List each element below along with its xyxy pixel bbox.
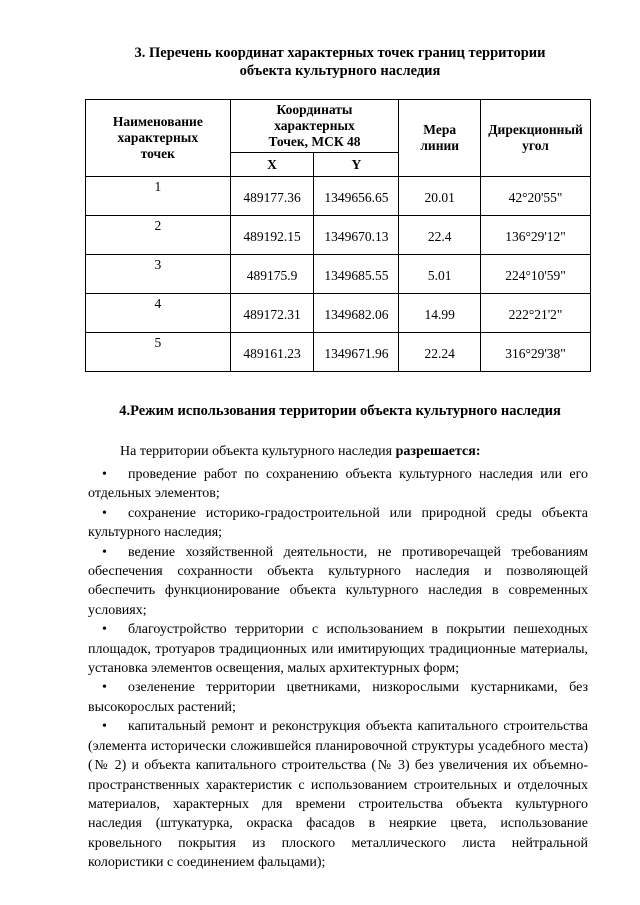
bullet-icon: • xyxy=(102,622,107,638)
list-item-text: капитальный ремонт и реконструкция объекта капитального строительства (элемента исторически сложившейся планировочной структуры усадебного места) (№ 2) и объекта капитального строительства (№ 3) без увеличения их объемно-пространственных характеристик с использованием строительных и отделочных материалов, характерных для времени строительства объекта культурного наследия (штукатурка, окраска фасадов в неяркие цвета, использование кровельного покрытия из плоского металлического листа нейтральной колористики с соединением фальцами); xyxy=(88,719,588,871)
cell-point: 1 xyxy=(86,177,231,216)
list-item-text: благоустройство территории с использованием в покрытии пешеходных площадок, тротуаров традиционных или имитирующих традиционные материалы, установка элементов освещения, малых архитектурных форм; xyxy=(88,622,588,677)
cell-y: 1349671.96 xyxy=(314,333,399,372)
table-row xyxy=(86,255,591,294)
cell-measure: 14.99 xyxy=(399,294,481,333)
cell-angle: 136°29'12" xyxy=(481,216,591,255)
cell-x: 489161.23 xyxy=(230,333,314,372)
bullet-icon: • xyxy=(102,467,107,482)
cell-y: 1349682.06 xyxy=(314,294,399,333)
permitted-list xyxy=(88,465,588,873)
cell-measure: 20.01 xyxy=(399,177,481,216)
list-item xyxy=(88,504,588,543)
list-item xyxy=(88,543,588,621)
cell-angle: 224°10'59" xyxy=(481,255,591,294)
cell-x: 489175.9 xyxy=(230,255,314,294)
cell-x: 489177.36 xyxy=(230,177,314,216)
list-item xyxy=(88,465,588,504)
list-item xyxy=(88,620,588,678)
cell-x: 489172.31 xyxy=(230,294,314,333)
bullet-icon: • xyxy=(102,505,107,521)
cell-y: 1349656.65 xyxy=(314,177,399,216)
cell-x: 489192.15 xyxy=(230,216,314,255)
list-item-text: озеленение территории цветниками, низкорослыми кустарниками, без высокорослых растений; xyxy=(88,680,588,715)
cell-point: 2 xyxy=(86,216,231,255)
cell-measure: 5.01 xyxy=(399,255,481,294)
bullet-icon: • xyxy=(102,719,107,735)
cell-y: 1349670.13 xyxy=(314,216,399,255)
list-item-text: ведение хозяйственной деятельности, не противоречащей требованиям обеспечения сохранности объекта культурного наследия и позволяющей обеспечить функционирование объекта культурного наследия в современных условиях; xyxy=(88,544,588,618)
header-coordinates: Координаты характерных Точек, МСК 48 xyxy=(230,100,399,153)
table-row xyxy=(86,294,591,333)
cell-point: 4 xyxy=(86,294,231,333)
header-line-measure: Мера линии xyxy=(399,100,481,177)
list-item-text: сохранение историко-градостроительной или природной среды объекта культурного наследия; xyxy=(88,505,588,541)
cell-angle: 42°20'55" xyxy=(481,177,591,216)
cell-y: 1349685.55 xyxy=(314,255,399,294)
section-4-heading: 4.Режим использования территории объекта культурного наследия xyxy=(119,403,561,419)
permitted-intro xyxy=(120,444,481,460)
table-row xyxy=(86,216,591,255)
header-point-name: Наименование характерных точек xyxy=(86,100,231,177)
header-direction-angle: Дирекционный угол xyxy=(481,100,591,177)
bullet-icon: • xyxy=(102,544,107,560)
cell-measure: 22.24 xyxy=(399,333,481,372)
section-3-heading xyxy=(90,44,590,80)
cell-point: 3 xyxy=(86,255,231,294)
list-item xyxy=(88,717,588,872)
header-y: Y xyxy=(314,153,399,177)
intro-text: На территории объекта культурного наследия xyxy=(120,444,396,459)
section-3-title-line2: объекта культурного наследия xyxy=(239,63,441,79)
list-item xyxy=(88,678,588,717)
header-x: X xyxy=(230,153,314,177)
table-row xyxy=(86,177,591,216)
bullet-icon: • xyxy=(102,680,107,696)
cell-point: 5 xyxy=(86,333,231,372)
cell-angle: 222°21'2" xyxy=(481,294,591,333)
coordinates-table xyxy=(85,99,591,372)
cell-measure: 22.4 xyxy=(399,216,481,255)
cell-angle: 316°29'38" xyxy=(481,333,591,372)
section-3-title-line1: 3. Перечень координат характерных точек границ территории xyxy=(134,45,546,61)
list-item-text: проведение работ по сохранению объекта культурного наследия или его отдельных элементов; xyxy=(88,467,588,502)
table-row xyxy=(86,333,591,372)
intro-bold: разрешается: xyxy=(395,444,481,459)
